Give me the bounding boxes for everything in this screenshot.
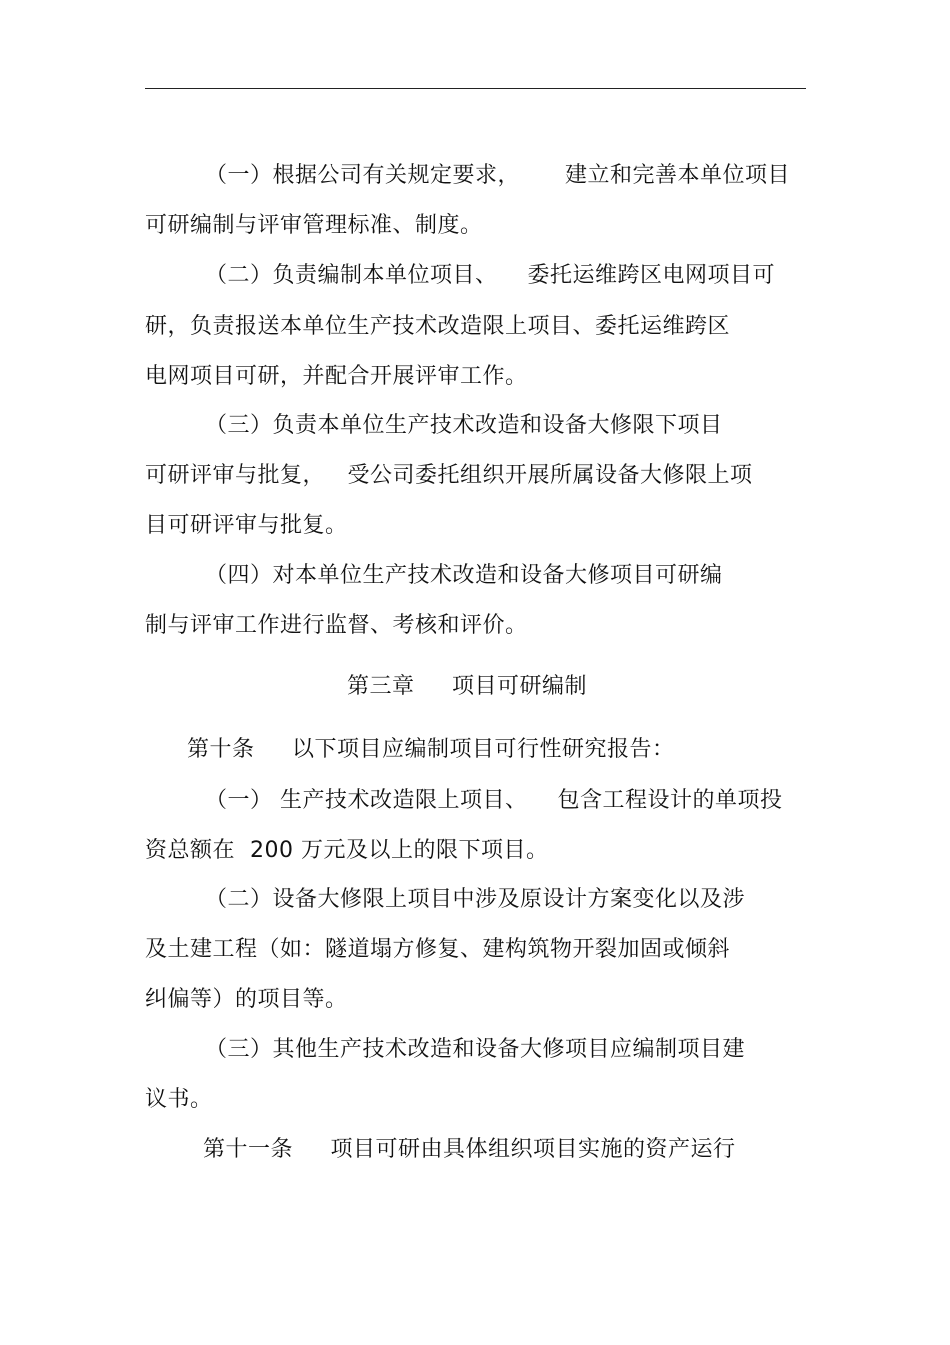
paragraph-line: （三）其他生产技术改造和设备大修项目应编制项目建 xyxy=(205,1037,746,1062)
paragraph-line: 及土建工程（如：隧道塌方修复、建构筑物开裂加固或倾斜 xyxy=(145,937,731,962)
header-rule xyxy=(145,88,806,89)
paragraph-line: 可研编制与评审管理标准、制度。 xyxy=(145,213,483,238)
paragraph-line: 电网项目可研，并配合开展评审工作。 xyxy=(145,364,528,389)
paragraph-line: 资总额在 200 万元及以上的限下项目。 xyxy=(145,838,549,863)
paragraph-line: 目可研评审与批复。 xyxy=(145,513,348,538)
paragraph-line: 研，负责报送本单位生产技术改造限上项目、委托运维跨区 xyxy=(145,314,731,339)
paragraph-line: （一）根据公司有关规定要求， 建立和完善本单位项目 xyxy=(205,163,790,188)
article-heading: 第十一条 项目可研由具体组织项目实施的资产运行 xyxy=(203,1137,736,1162)
paragraph-line: 制与评审工作进行监督、考核和评价。 xyxy=(145,613,528,638)
paragraph-line: （一） 生产技术改造限上项目、 包含工程设计的单项投 xyxy=(205,788,783,813)
paragraph-line: 纠偏等）的项目等。 xyxy=(145,987,348,1012)
paragraph-line: 议书。 xyxy=(145,1087,213,1112)
article-heading: 第十条 以下项目应编制项目可行性研究报告： xyxy=(187,737,675,762)
paragraph-line: （三）负责本单位生产技术改造和设备大修限下项目 xyxy=(205,413,723,438)
chapter-heading: 第三章 项目可研编制 xyxy=(347,674,587,699)
paragraph-line: （二）设备大修限上项目中涉及原设计方案变化以及涉 xyxy=(205,887,746,912)
paragraph-line: （二）负责编制本单位项目、 委托运维跨区电网项目可 xyxy=(205,263,775,288)
paragraph-line: 可研评审与批复， 受公司委托组织开展所属设备大修限上项 xyxy=(145,463,753,488)
paragraph-line: （四）对本单位生产技术改造和设备大修项目可研编 xyxy=(205,563,723,588)
